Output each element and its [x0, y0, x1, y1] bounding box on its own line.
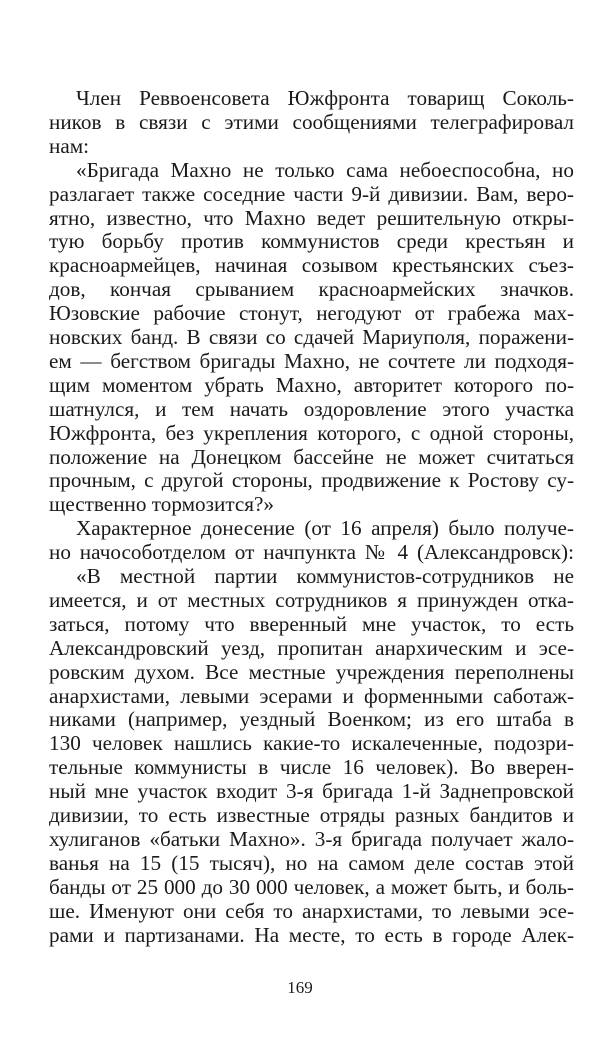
text-line: Александровский уезд, пропитан анархическим и эсе-	[49, 635, 574, 660]
text-line: тую борьбу против коммунистов среди крестьян и	[49, 229, 574, 254]
text-line: нам:	[49, 133, 90, 158]
text-line: «Бригада Махно не только сама небоеспособна, но	[76, 157, 574, 182]
text-line: тельные коммунисты в числе 16 человек). Во вверен-	[49, 755, 574, 780]
text-line: ровским духом. Все местные учреждения переполнены	[49, 659, 574, 684]
text-line: никами (например, уездный Военком; из его штаба в	[49, 707, 574, 732]
text-line: Южфронта, без укрепления которого, с одной стороны,	[49, 420, 574, 445]
text-line: щим моментом убрать Махно, авторитет которого по-	[49, 372, 574, 397]
text-line: ников в связи с этими сообщениями телеграфировал	[49, 109, 574, 134]
text-line: щественно тормозится?»	[49, 492, 274, 517]
text-line: новских банд. В связи со сдачей Мариуполя, поражени-	[49, 325, 574, 349]
text-line: Юзовские рабочие стонут, негодуют от грабежа мах-	[49, 301, 574, 326]
text-line: разлагает также соседние части 9-й дивизии. Вам, веро-	[49, 181, 574, 206]
text-line: ный мне участок входит 3-я бригада 1-й Заднепровской	[49, 779, 574, 804]
text-line: дов, кончая срыванием красноармейских значков.	[49, 277, 574, 302]
text-line: заться, потому что вверенный мне участок, то есть	[49, 611, 574, 636]
text-line: ятно, известно, что Махно ведет решительную откры-	[49, 205, 574, 230]
text-line: шатнулся, и тем начать оздоровление этого участка	[49, 396, 574, 421]
text-line: ванья на 15 (15 тысяч), но на самом деле состав этой	[49, 850, 574, 875]
text-line: ем — бегством бригады Махно, не сочтете ли подходя-	[49, 348, 574, 373]
text-line: анархистами, левыми эсерами и форменными саботаж-	[49, 683, 574, 708]
text-line: банды от 25 000 до 30 000 человек, а может быть, и боль-	[49, 874, 574, 899]
text-line: ше. Именуют они себя то анархистами, то левыми эсе-	[49, 898, 574, 923]
text-line: «В местной партии коммунистов-сотрудников не	[76, 564, 574, 588]
text-line: красноармейцев, начиная созывом крестьянских съез-	[49, 253, 574, 278]
page-number: 169	[287, 978, 313, 997]
text-line: дивизии, то есть известные отряды разных бандитов и	[49, 803, 574, 827]
text-line: но начособотделом от начпункта № 4 (Александровск):	[49, 540, 574, 565]
text-line: Член Реввоенсовета Южфронта товарищ Соколь-	[76, 86, 574, 110]
text-line: положение на Донецком бассейне не может считаться	[49, 444, 574, 469]
text-line: рами и партизанами. На месте, то есть в городе Алек-	[49, 922, 574, 947]
text-line: прочным, с другой стороны, продвижение к Ростову су-	[49, 468, 574, 493]
text-line: 130 человек нашлись какие-то искалеченные, подозри-	[49, 731, 574, 756]
text-line: имеется, и от местных сотрудников я принужден отка-	[49, 587, 574, 612]
text-line: хулиганов «батьки Махно». 3-я бригада получает жало-	[49, 826, 574, 851]
text-line: Характерное донесение (от 16 апреля) было получе-	[76, 516, 574, 541]
